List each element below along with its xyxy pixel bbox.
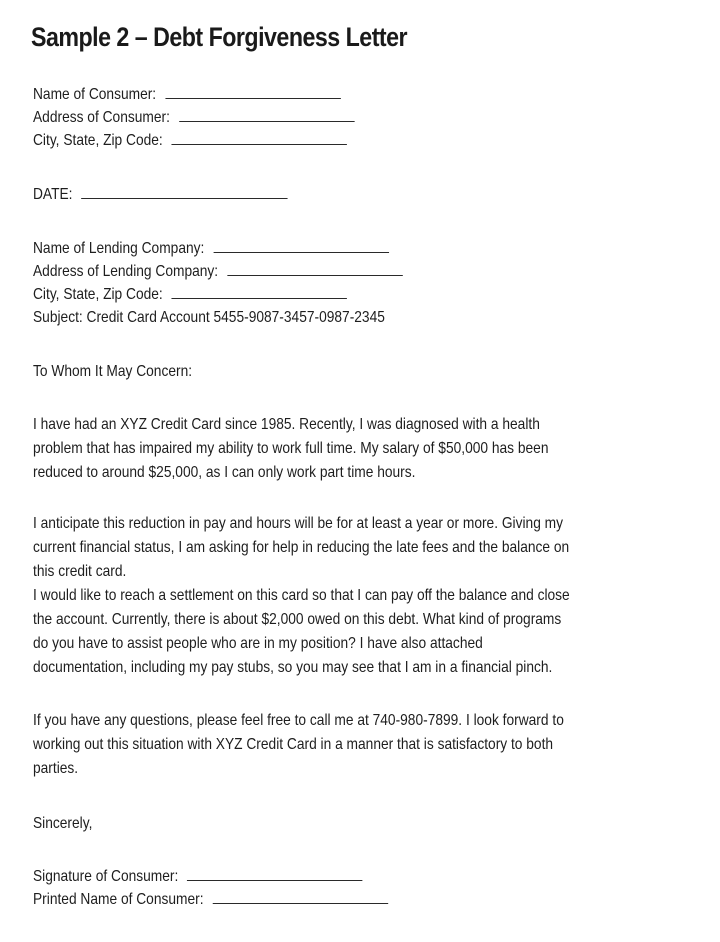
- paragraph-line: parties.: [33, 760, 79, 777]
- paragraph-line: If you have any questions, please feel free to call me at 740-980-7899. I look forward to: [33, 712, 564, 729]
- consumer-city-label: City, State, Zip Code:: [33, 132, 163, 149]
- paragraph-line: do you have to assist people who are in my position? I have also attached: [33, 635, 483, 652]
- lender-address-row: [33, 261, 403, 282]
- paragraph-line: this credit card.: [33, 563, 127, 580]
- consumer-address-label: Address of Consumer:: [33, 109, 170, 126]
- paragraph-line: reduced to around $25,000, as I can only work part time hours.: [33, 464, 416, 481]
- lender-address-label: Address of Lending Company:: [33, 263, 219, 280]
- printed-name-row: [33, 889, 388, 910]
- date-row: [33, 184, 288, 205]
- paragraph-3: [33, 709, 564, 781]
- printed-name-label: Printed Name of Consumer:: [33, 891, 204, 908]
- paragraph-line: I anticipate this reduction in pay and hours will be for at least a year or more. Giving my: [33, 515, 564, 532]
- date-blank: [81, 184, 287, 199]
- date-label: DATE:: [33, 186, 73, 203]
- consumer-city-row: [33, 130, 347, 151]
- closing: Sincerely,: [33, 815, 93, 832]
- printed-name-blank: [213, 889, 388, 904]
- lender-city-row: [33, 284, 347, 305]
- lender-name-blank: [213, 238, 388, 253]
- consumer-address-blank: [179, 107, 354, 122]
- paragraph-line: I would like to reach a settlement on this card so that I can pay off the balance and close: [33, 587, 570, 604]
- paragraph-1: [33, 413, 548, 485]
- lender-name-row: [33, 238, 389, 259]
- paragraph-2: [33, 512, 570, 680]
- signature-row: [33, 866, 363, 887]
- consumer-city-blank: [172, 130, 347, 145]
- signature-blank: [187, 866, 362, 881]
- salutation: To Whom It May Concern:: [33, 363, 193, 380]
- paragraph-line: documentation, including my pay stubs, so you may see that I am in a financial pinch.: [33, 659, 553, 676]
- paragraph-line: problem that has impaired my ability to work full time. My salary of $50,000 has been: [33, 440, 549, 457]
- paragraph-line: the account. Currently, there is about $2,000 owed on this debt. What kind of programs: [33, 611, 562, 628]
- subject-line: Subject: Credit Card Account 5455-9087-3457-0987-2345: [33, 309, 385, 326]
- consumer-address-row: [33, 107, 354, 128]
- consumer-name-label: Name of Consumer:: [33, 86, 157, 103]
- lender-city-blank: [172, 284, 347, 299]
- lender-city-label: City, State, Zip Code:: [33, 286, 163, 303]
- document-title: Sample 2 – Debt Forgiveness Letter: [31, 22, 408, 52]
- signature-label: Signature of Consumer:: [33, 868, 179, 885]
- paragraph-line: current financial status, I am asking for help in reducing the late fees and the balance on: [33, 539, 570, 556]
- consumer-name-row: [33, 84, 341, 105]
- consumer-name-blank: [165, 84, 340, 99]
- paragraph-line: I have had an XYZ Credit Card since 1985. Recently, I was diagnosed with a health: [33, 416, 540, 433]
- paragraph-line: working out this situation with XYZ Credit Card in a manner that is satisfactory to both: [33, 736, 554, 753]
- lender-name-label: Name of Lending Company:: [33, 240, 205, 257]
- lender-address-blank: [227, 261, 402, 276]
